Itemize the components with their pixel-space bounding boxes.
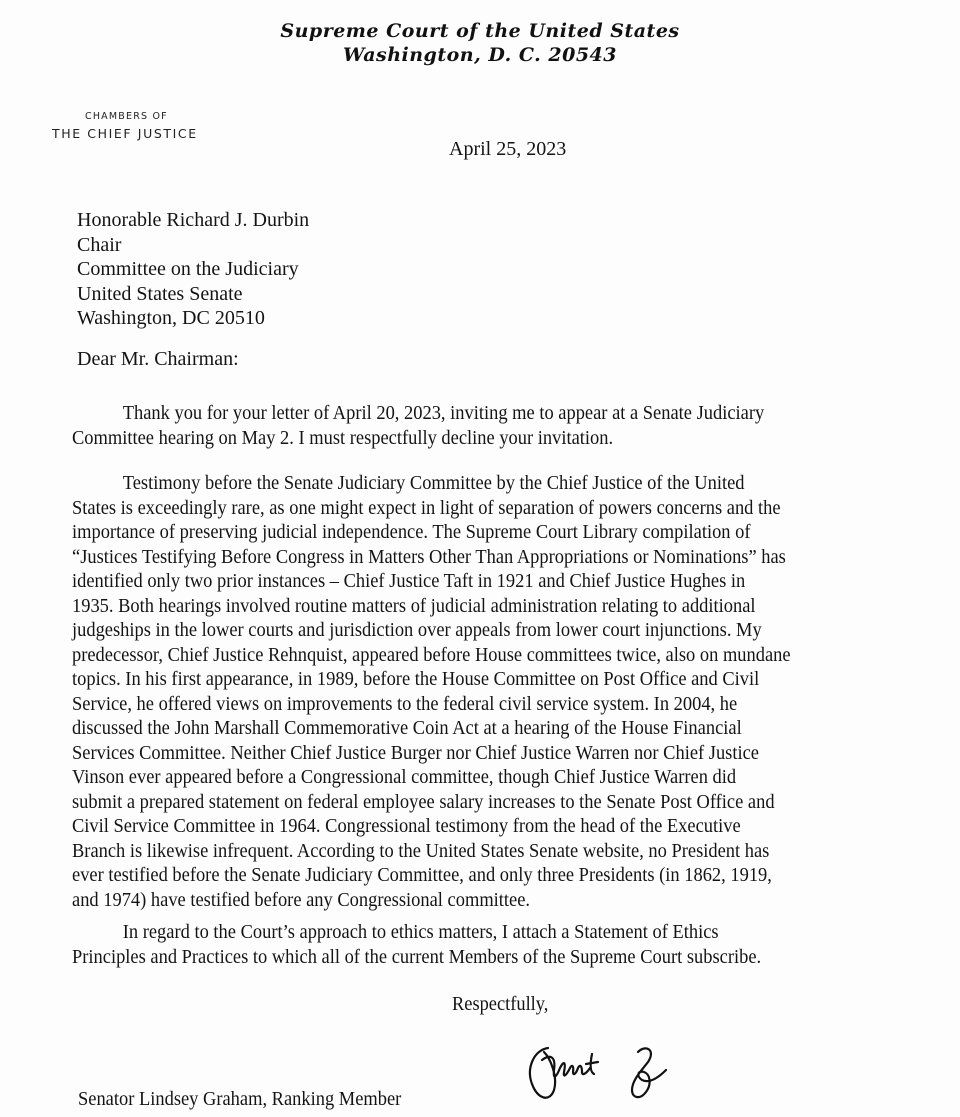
text-line: Civil Service Committee in 1964. Congressional testimony from the head of the Executive — [72, 815, 741, 837]
text-line: Service, he offered views on improvements to the federal civil service system. In 2004, he — [72, 692, 738, 715]
text-line: importance of preserving judicial independence. The Supreme Court Library compilation of — [72, 521, 751, 543]
text-line: Thank you for your letter of April 20, 2023, inviting me to appear at a Senate Judiciary — [72, 402, 765, 424]
signature-icon — [520, 1040, 700, 1110]
text-line: Committee hearing on May 2. I must respectfully decline your invitation. — [72, 426, 614, 449]
addressee-line: Washington, DC 20510 — [77, 307, 265, 329]
closing: Respectfully, — [452, 993, 549, 1015]
text-line: judgeships in the lower courts and jurisdiction over appeals from lower court injunctions. My — [72, 619, 762, 641]
text-line: and 1974) have testified before any Congressional committee. — [72, 888, 531, 911]
text-line: Testimony before the Senate Judiciary Committee by the Chief Justice of the United — [72, 472, 745, 494]
letterhead-court-name: Supreme Court of the United States — [280, 20, 680, 42]
chief-justice-label: THE CHIEF JUSTICE — [52, 126, 198, 141]
addressee-line: Committee on the Judiciary — [77, 258, 299, 280]
addressee-block — [77, 208, 309, 331]
paragraph-testimony-history — [72, 471, 806, 912]
chambers-label: CHAMBERS OF — [85, 111, 168, 122]
paragraph-ethics — [72, 920, 806, 969]
text-line: discussed the John Marshall Commemorative Coin Act at a hearing of the House Financial — [72, 717, 742, 739]
letterhead-address: Washington, D. C. 20543 — [343, 44, 617, 66]
addressee-line: Honorable Richard J. Durbin — [77, 209, 310, 231]
text-line: submit a prepared statement on federal employee salary increases to the Senate Post Office and — [72, 790, 775, 813]
text-line: 1935. Both hearings involved routine matters of judicial administration relating to additional — [72, 594, 756, 617]
text-line: Services Committee. Neither Chief Justice Burger nor Chief Justice Warren nor Chief Justice — [72, 741, 759, 764]
text-line: Principles and Practices to which all of the current Members of the Supreme Court subscribe. — [72, 945, 762, 968]
text-line: predecessor, Chief Justice Rehnquist, appeared before House committees twice, also on mundane — [72, 643, 791, 666]
salutation: Dear Mr. Chairman: — [77, 348, 239, 370]
addressee-line: Chair — [77, 233, 122, 256]
text-line: Vinson ever appeared before a Congressional committee, though Chief Justice Warren did — [72, 766, 737, 788]
text-line: States is exceedingly rare, as one might expect in light of separation of powers concerns and the — [72, 496, 781, 519]
text-line: Branch is likewise infrequent. According to the United States Senate website, no President has — [72, 839, 770, 862]
letter-date: April 25, 2023 — [449, 138, 567, 160]
cc-recipient: Senator Lindsey Graham, Ranking Member — [78, 1088, 402, 1110]
paragraph-decline — [72, 401, 806, 450]
text-line: topics. In his first appearance, in 1989, before the House Committee on Post Office and Civil — [72, 668, 760, 690]
text-line: In regard to the Court’s approach to ethics matters, I attach a Statement of Ethics — [72, 921, 719, 943]
text-line: “Justices Testifying Before Congress in Matters Other Than Appropriations or Nominations” has — [72, 545, 786, 568]
text-line: identified only two prior instances – Chief Justice Taft in 1921 and Chief Justice Hughes in — [72, 570, 746, 592]
addressee-line: United States Senate — [77, 282, 243, 305]
text-line: ever testified before the Senate Judiciary Committee, and only three Presidents (in 1862, 1919, — [72, 864, 772, 886]
